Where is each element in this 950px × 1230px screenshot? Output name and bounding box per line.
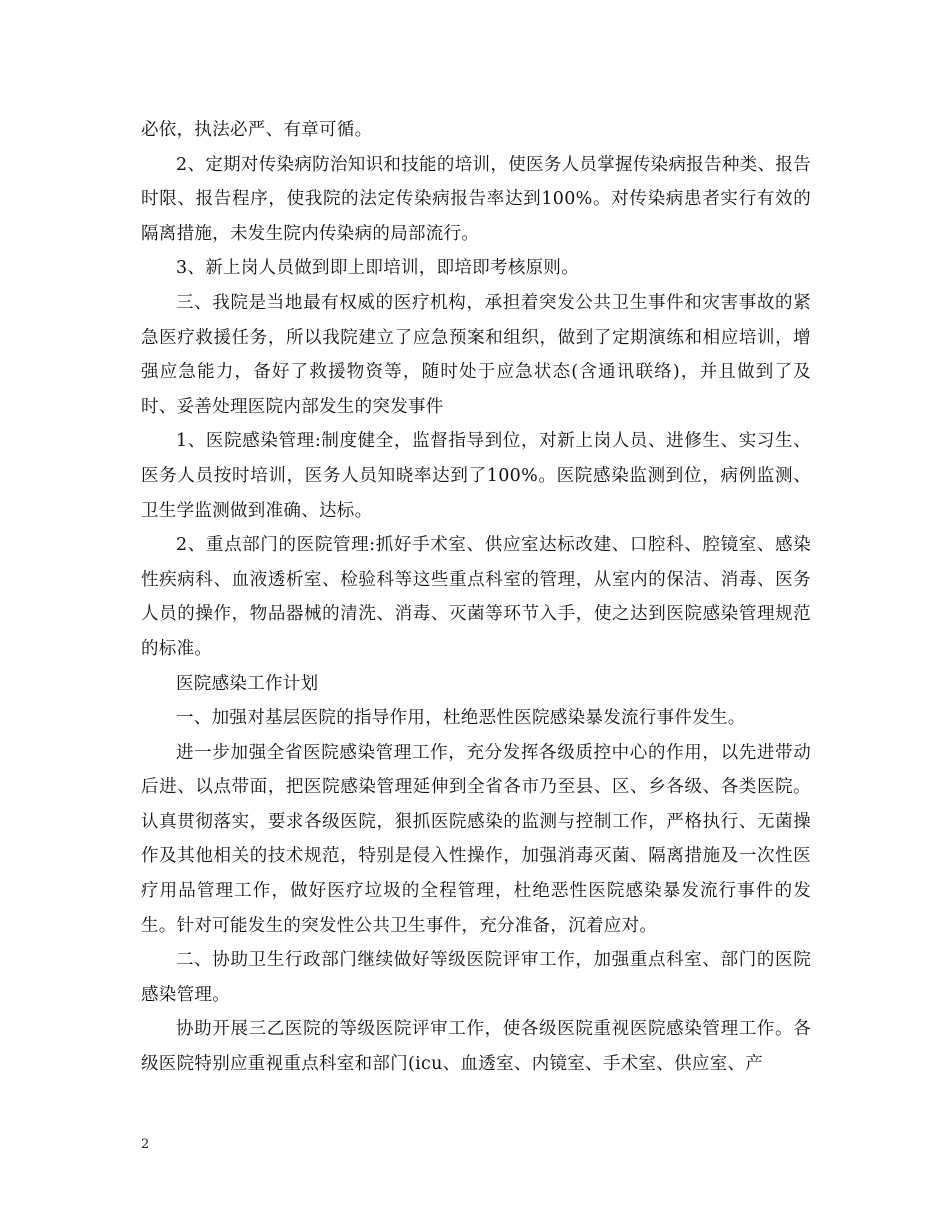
page-number: 2 (141, 1137, 150, 1152)
section-heading: 医院感染工作计划 (176, 673, 319, 694)
paragraph: 2、定期对传染病防治知识和技能的培训，使医务人员掌握传染病报告种类、报告时限、报告程序，使我院的法定传染病报告率达到100%。对传染病患者实行有效的隔离措施，未发生院内传染病的局部流行。 (141, 154, 811, 244)
paragraph: 2、重点部门的医院管理:抓好手术室、供应室达标改建、口腔科、腔镜室、感染性疾病科、血液透析室、检验科等这些重点科室的管理，从室内的保洁、消毒、医务人员的操作，物品器械的清洗、消毒、灭菌等环节入手，使之达到医院感染管理规范的标准。 (141, 535, 811, 659)
paragraph: 二、协助卫生行政部门继续做好等级医院评审工作，加强重点科室、部门的医院感染管理。 (141, 950, 811, 1005)
paragraph: 一、加强对基层医院的指导作用，杜绝恶性医院感染暴发流行事件发生。 (176, 708, 746, 729)
paragraph: 协助开展三乙医院的等级医院评审工作，使各级医院重视医院感染管理工作。各级医院特别应重视重点科室和部门(icu、血透室、内镜室、手术室、供应室、产 (141, 1019, 811, 1075)
paragraph: 进一步加强全省医院感染管理工作，充分发挥各级质控中心的作用，以先进带动后进、以点带面，把医院感染管理延伸到全省各市乃至县、区、乡各级、各类医院。认真贯彻落实，要求各级医院，狠抓医院感染的监测与控制工作，严格执行、无菌操作及其他相关的技术规范，特别是侵入性操作，加强消毒灭菌、隔离措施及一次性医疗用品管理工作，做好医疗垃圾的全程管理，杜绝恶性医院感染暴发流行事件的发生。针对可能发生的突发性公共卫生事件，充分准备，沉着应对。 (141, 742, 811, 936)
paragraph: 3、新上岗人员做到即上即培训，即培即考核原则。 (176, 258, 580, 279)
paragraph: 必依，执法必严、有章可循。 (141, 120, 373, 140)
paragraph: 三、我院是当地最有权威的医疗机构，承担着突发公共卫生事件和灾害事故的紧急医疗救援任务，所以我院建立了应急预案和组织，做到了定期演练和相应培训，增强应急能力，备好了救援物资等，随时处于应急状态(含通讯联络)，并且做到了及时、妥善处理医院内部发生的突发事件 (141, 292, 811, 417)
paragraph: 1、医院感染管理:制度健全，监督指导到位，对新上岗人员、进修生、实习生、医务人员按时培训，医务人员知晓率达到了100%。医院感染监测到位，病例监测、卫生学监测做到准确、达标。 (141, 431, 811, 521)
document-body (141, 113, 811, 1082)
